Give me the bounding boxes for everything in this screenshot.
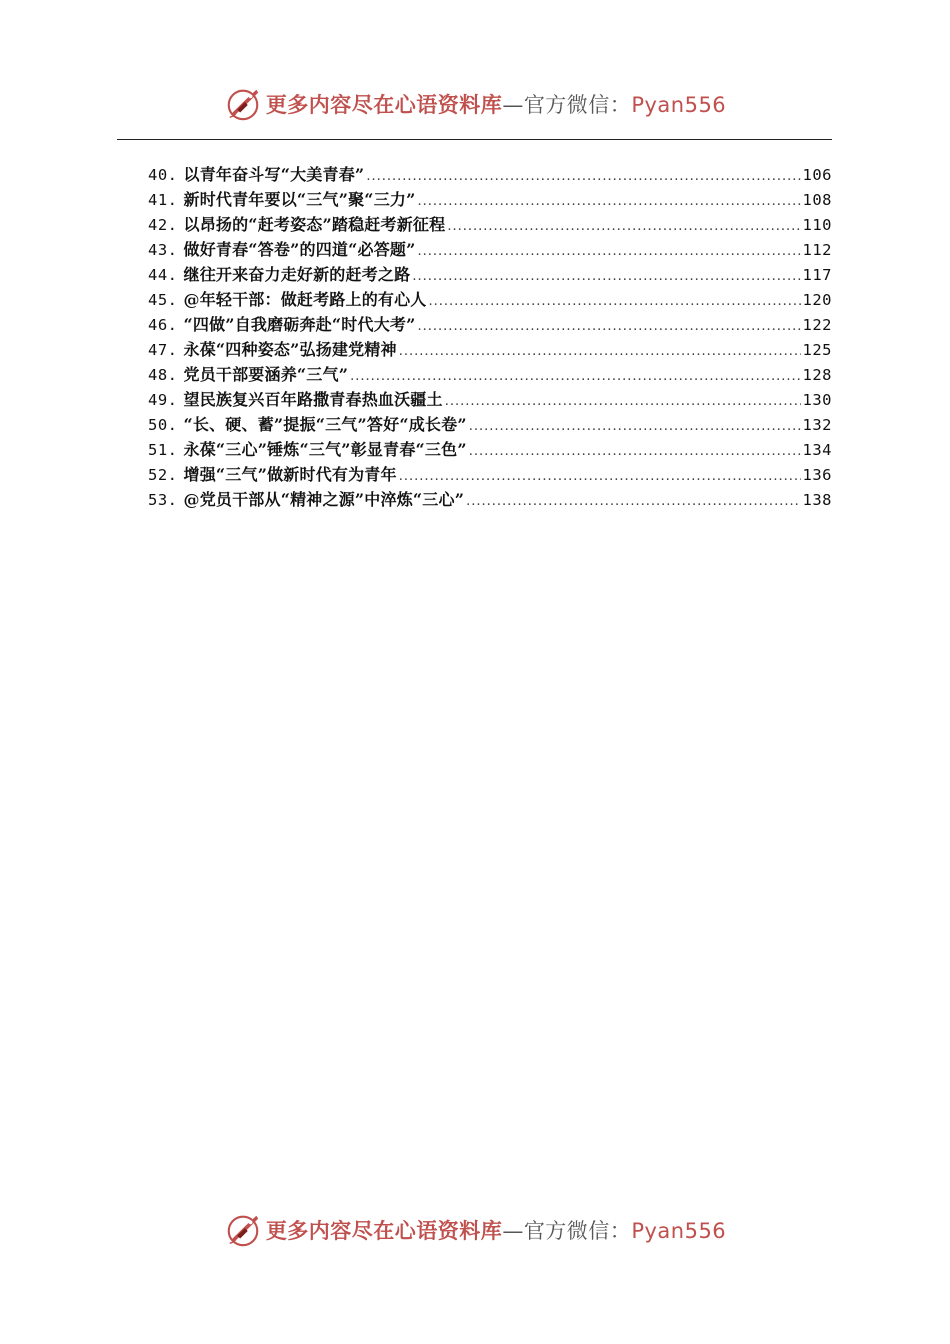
toc-entry-title: 以昂扬的“赶考姿态”踏稳赶考新征程 (183, 215, 446, 234)
toc-entry-title: 新时代青年要以“三气”聚“三力” (183, 190, 416, 209)
toc-entry-title: @党员干部从“精神之源”中淬炼“三心” (183, 490, 465, 509)
footer-text (266, 1215, 726, 1245)
toc-entry-page: 125 (802, 341, 832, 359)
toc-entry-number: 53. (148, 491, 178, 509)
footer-wechat-label: 官方微信： (523, 1219, 632, 1243)
toc-entry-48[interactable] (148, 362, 832, 387)
pen-nib-logo-icon (224, 1211, 262, 1249)
toc-entry-number: 46. (148, 316, 178, 334)
toc-dot-leader (399, 464, 801, 489)
toc-list (148, 162, 832, 512)
toc-entry-number: 44. (148, 266, 178, 284)
toc-dot-leader (412, 264, 800, 289)
toc-entry-number: 51. (148, 441, 178, 459)
header-dash: — (502, 93, 524, 117)
toc-dot-leader (350, 364, 800, 389)
toc-entry-number: 42. (148, 216, 178, 234)
toc-entry-title: 永葆“三心”锤炼“三气”彰显青春“三色” (183, 440, 467, 459)
toc-entry-title: 以青年奋斗写“大美青春” (183, 165, 365, 184)
toc-entry-number: 48. (148, 366, 178, 384)
footer-banner (0, 1208, 950, 1252)
toc-dot-leader (418, 314, 801, 339)
toc-dot-leader (399, 339, 801, 364)
toc-entry-51[interactable] (148, 437, 832, 462)
toc-entry-title: 增强“三气”做新时代有为青年 (183, 465, 397, 484)
toc-entry-page: 117 (802, 266, 832, 284)
toc-entry-44[interactable] (148, 262, 832, 287)
toc-entry-title: 永葆“四种姿态”弘扬建党精神 (183, 340, 397, 359)
toc-entry-title: “四做”自我磨砺奔赴“时代大考” (183, 315, 416, 334)
toc-dot-leader (469, 414, 801, 439)
toc-entry-page: 110 (802, 216, 832, 234)
toc-entry-45[interactable] (148, 287, 832, 312)
toc-entry-number: 45. (148, 291, 178, 309)
header-divider (117, 139, 832, 140)
toc-entry-number: 49. (148, 391, 178, 409)
toc-entry-page: 134 (802, 441, 832, 459)
toc-entry-page: 130 (802, 391, 832, 409)
toc-entry-page: 108 (802, 191, 832, 209)
toc-dot-leader (418, 189, 801, 214)
toc-entry-title: 继往开来奋力走好新的赶考之路 (183, 265, 411, 284)
toc-dot-leader (469, 439, 801, 464)
header-banner (0, 82, 950, 126)
toc-entry-49[interactable] (148, 387, 832, 412)
toc-entry-53[interactable] (148, 487, 832, 512)
toc-entry-number: 43. (148, 241, 178, 259)
toc-entry-43[interactable] (148, 237, 832, 262)
toc-dot-leader (366, 164, 800, 189)
toc-entry-42[interactable] (148, 212, 832, 237)
toc-entry-number: 40. (148, 166, 178, 184)
toc-entry-number: 50. (148, 416, 178, 434)
toc-entry-page: 106 (802, 166, 832, 184)
toc-entry-page: 128 (802, 366, 832, 384)
toc-entry-page: 112 (802, 241, 832, 259)
toc-entry-46[interactable] (148, 312, 832, 337)
toc-entry-title: “长、硬、蓄”提振“三气”答好“成长卷” (183, 415, 467, 434)
toc-entry-title: 做好青春“答卷”的四道“必答题” (183, 240, 416, 259)
toc-entry-page: 132 (802, 416, 832, 434)
header-text (266, 89, 726, 119)
toc-entry-41[interactable] (148, 187, 832, 212)
toc-entry-number: 52. (148, 466, 178, 484)
toc-dot-leader (445, 389, 801, 414)
toc-entry-title: @年轻干部：做赶考路上的有心人 (183, 290, 427, 309)
toc-dot-leader (418, 239, 801, 264)
toc-entry-52[interactable] (148, 462, 832, 487)
footer-wechat-id: Pyan556 (631, 1219, 727, 1243)
pen-nib-logo-icon (224, 85, 262, 123)
toc-dot-leader (466, 489, 800, 514)
toc-entry-title: 望民族复兴百年路撒青春热血沃疆土 (183, 390, 443, 409)
footer-brand-text: 更多内容尽在心语资料库 (265, 1219, 503, 1243)
header-brand-text: 更多内容尽在心语资料库 (265, 93, 503, 117)
toc-dot-leader (429, 289, 801, 314)
toc-entry-page: 138 (802, 491, 832, 509)
toc-dot-leader (447, 214, 800, 239)
toc-entry-number: 47. (148, 341, 178, 359)
toc-entry-title: 党员干部要涵养“三气” (183, 365, 349, 384)
toc-entry-40[interactable] (148, 162, 832, 187)
header-wechat-id: Pyan556 (631, 93, 727, 117)
header-wechat-label: 官方微信： (523, 93, 632, 117)
toc-entry-page: 122 (802, 316, 832, 334)
footer-dash: — (502, 1219, 524, 1243)
toc-entry-number: 41. (148, 191, 178, 209)
toc-entry-page: 120 (802, 291, 832, 309)
toc-entry-47[interactable] (148, 337, 832, 362)
toc-entry-page: 136 (802, 466, 832, 484)
toc-entry-50[interactable] (148, 412, 832, 437)
